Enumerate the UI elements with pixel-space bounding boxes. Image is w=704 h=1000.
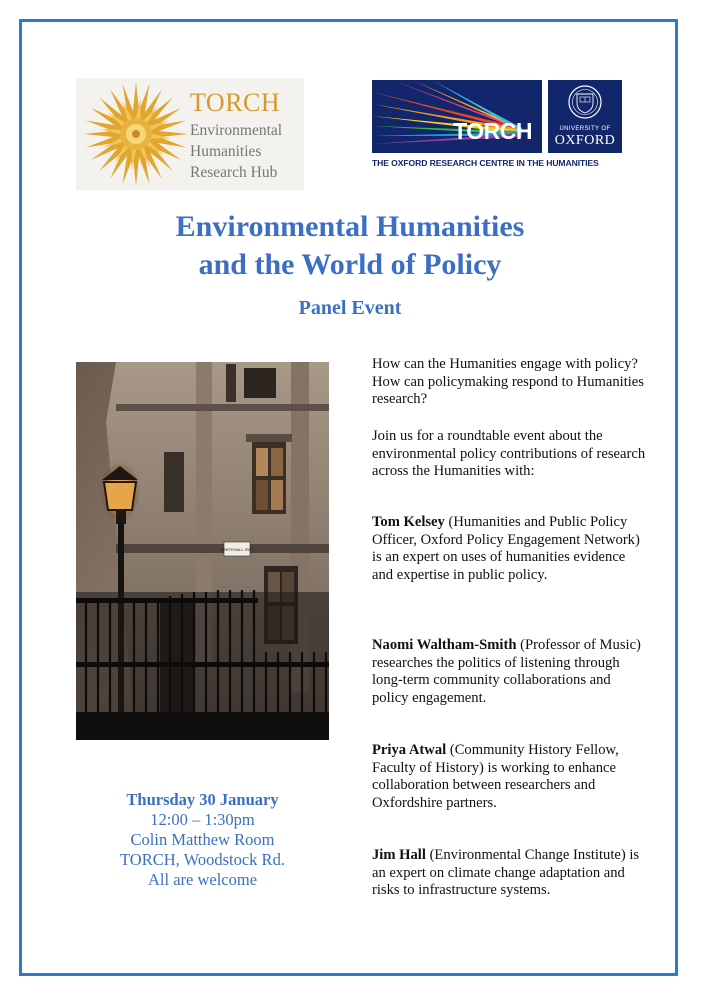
oxford-wordmark: OXFORD <box>554 133 616 148</box>
left-logo-line: Research Hub <box>190 164 278 181</box>
speaker-entry <box>372 847 647 900</box>
event-date: Thursday 30 January <box>126 790 279 809</box>
sun-emblem-icon <box>82 80 190 188</box>
left-logo-line: Humanities <box>190 143 262 160</box>
street-sign-text: WHITEHALL SW1 <box>220 547 254 552</box>
event-venue: TORCH, Woodstock Rd. <box>120 850 285 869</box>
page-subtitle: Panel Event <box>298 297 402 319</box>
speaker-name: Naomi Waltham-Smith <box>372 637 517 653</box>
speaker-bio: (Environmental Change Institute) is an expert on climate change adaptation and risks to infrastructure systems. <box>372 847 640 899</box>
downing-street-photo <box>76 362 329 740</box>
speaker-entry <box>372 514 647 585</box>
event-time: 12:00 – 1:30pm <box>150 810 255 829</box>
left-logo-brand: TORCH <box>190 88 281 117</box>
oxford-university-line: UNIVERSITY OF <box>559 126 611 132</box>
torch-tagline: THE OXFORD RESEARCH CENTRE IN THE HUMANITIES <box>372 158 599 168</box>
left-logo-subtitle <box>190 120 302 183</box>
title-line-1: Environmental Humanities <box>175 210 525 243</box>
torch-logo-box <box>372 80 542 153</box>
oxford-crest-icon <box>548 80 622 126</box>
speaker-bio: (Professor of Music) researches the politics of listening through long-term community collaborations and policy engagement. <box>372 637 641 707</box>
torch-environmental-humanities-logo <box>76 78 304 190</box>
building-image-icon <box>76 362 329 740</box>
speaker-name: Priya Atwal <box>372 742 447 758</box>
speaker-entry <box>372 742 647 813</box>
speaker-name: Jim Hall <box>372 847 426 863</box>
speaker-entry <box>372 637 647 708</box>
left-logo-line: Environmental <box>190 122 283 139</box>
torch-oxford-logo <box>372 80 622 172</box>
speaker-name: Tom Kelsey <box>372 514 445 530</box>
intro-paragraph-2: Join us for a roundtable event about the environmental policy contributions of research across the Humanities with: <box>372 428 646 480</box>
speaker-bio: (Humanities and Public Policy Officer, Oxford Policy Engagement Network) is an expert on uses of humanities evidence and expertise in public policy. <box>372 514 640 584</box>
event-note: All are welcome <box>147 870 258 889</box>
oxford-logo-box <box>548 80 622 153</box>
page-title <box>100 208 600 284</box>
speaker-bio: (Community History Fellow, Faculty of History) is working to enhance collaboration between researchers and Oxfordshire partners. <box>372 742 619 812</box>
torch-wordmark: TORCH <box>453 118 532 144</box>
title-line-2: and the World of Policy <box>198 248 502 281</box>
event-details <box>76 790 329 890</box>
intro-paragraph-1: How can the Humanities engage with policy? How can policymaking respond to Humanities research? <box>372 356 644 408</box>
event-room: Colin Matthew Room <box>130 830 275 849</box>
